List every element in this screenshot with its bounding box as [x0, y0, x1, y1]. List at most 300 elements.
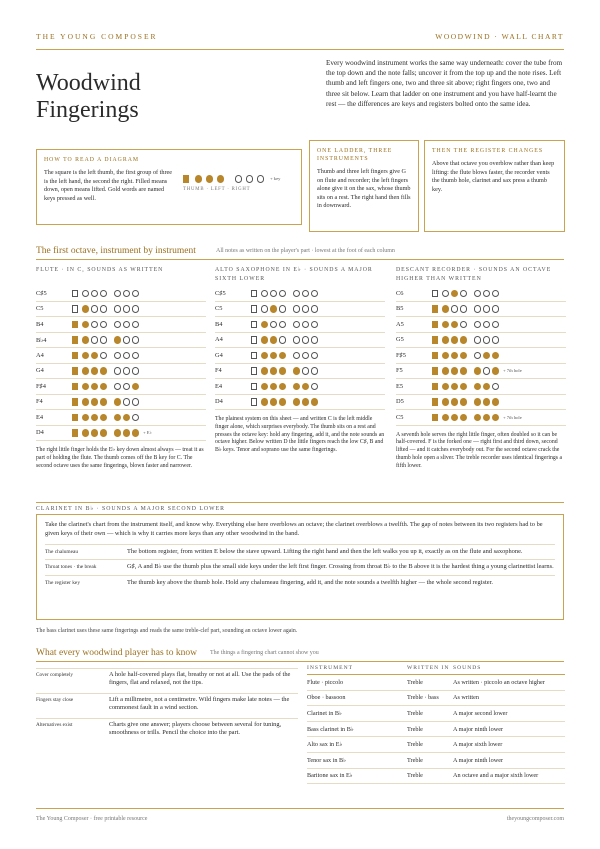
hole-open-icon — [123, 352, 131, 360]
know-text: Lift a millimetre, not a centimetre. Wild fingers make late notes — the commonest fault in a wind section. — [109, 695, 290, 712]
hole-filled-icon — [311, 398, 319, 406]
hole-filled-icon — [100, 383, 108, 391]
note-name: B4 — [215, 320, 223, 328]
hole-filled-icon — [460, 336, 468, 344]
hole-open-icon — [483, 290, 491, 298]
hole-filled-icon — [195, 175, 203, 183]
thumb-closed-icon — [72, 352, 78, 360]
hole-open-icon — [114, 305, 122, 313]
extra-key-label: + 7th hole — [503, 414, 522, 420]
clarinet-row-text: The bottom register, from written E below the stave upward. Lifting the right hand and then the left walks you up it, exactly as on the flute and saxophone. — [127, 547, 523, 555]
thumb-closed-icon — [72, 367, 78, 375]
hole-filled-icon — [114, 429, 122, 437]
hole-open-icon — [302, 305, 310, 313]
hole-open-icon — [261, 290, 269, 298]
thumb-open-icon — [251, 321, 257, 329]
thumb-closed-icon — [432, 321, 438, 329]
hole-filled-icon — [270, 383, 278, 391]
table-cell: Clarinet in B♭ — [307, 706, 407, 722]
hole-open-icon — [132, 367, 140, 375]
hole-filled-icon — [451, 321, 459, 329]
demo-key-label: + key — [270, 176, 281, 182]
footer-link[interactable]: theyoungcomposer.com — [506, 816, 564, 822]
bass-clarinet-note: The bass clarinet uses these same fingerings and reads the same treble-clef part, sounding an octave lower again. — [36, 628, 298, 634]
fingering-diagram — [251, 398, 320, 406]
know-label: Alternatives exist — [36, 721, 73, 728]
section-first-octave — [36, 246, 564, 260]
fingering-diagram — [72, 336, 141, 344]
extra-key-label: + E♭ — [143, 429, 152, 435]
hole-open-icon — [451, 305, 459, 313]
table-cell: Treble — [407, 752, 453, 768]
hole-open-icon — [132, 321, 140, 329]
hole-filled-icon — [492, 398, 500, 406]
hole-open-icon — [311, 321, 319, 329]
hole-filled-icon — [114, 398, 122, 406]
fingering-diagram — [72, 429, 141, 437]
note-name: F♯5 — [396, 351, 406, 359]
hole-open-icon — [442, 290, 450, 298]
hole-open-icon — [302, 352, 310, 360]
hole-filled-icon — [82, 352, 90, 360]
note-name: G4 — [215, 351, 223, 359]
thumb-open-icon — [72, 305, 78, 313]
hole-filled-icon — [492, 352, 500, 360]
hole-open-icon — [132, 290, 140, 298]
hole-filled-icon — [91, 429, 99, 437]
hole-filled-icon — [100, 367, 108, 375]
how-to-read-box — [36, 149, 302, 225]
hole-open-icon — [123, 305, 131, 313]
table-cell: Bass clarinet in B♭ — [307, 721, 407, 737]
fingering-diagram — [432, 414, 501, 422]
hole-open-icon — [91, 290, 99, 298]
clarinet-row-label: Throat tones · the break — [45, 564, 97, 571]
fingering-diagram — [432, 290, 501, 298]
hole-open-icon — [492, 336, 500, 344]
hole-open-icon — [257, 175, 265, 183]
know-item — [36, 718, 298, 743]
fingering-row — [36, 364, 206, 380]
hole-filled-icon — [114, 336, 122, 344]
clarinet-title: CLARINET IN B♭ · SOUNDS A MAJOR SECOND LOWER — [36, 502, 564, 512]
note-name: C♯5 — [36, 289, 47, 297]
instrument-note: A seventh hole serves the right little finger, often doubled so it can be half-covered. F is the forked one — right first and third down, second lifted — and it catches everybody out. For the second octave crack the thumb hole open a sliver. The treble recorder uses identical fingerings a fifth lower. — [396, 431, 563, 469]
hole-filled-icon — [82, 321, 90, 329]
hole-open-icon — [132, 414, 140, 422]
thumb-closed-icon — [432, 352, 438, 360]
thumb-closed-icon — [432, 383, 438, 391]
hole-filled-icon — [132, 383, 140, 391]
hole-filled-icon — [302, 383, 310, 391]
hole-open-icon — [132, 305, 140, 313]
fingering-row — [396, 302, 566, 318]
alto-sax-column — [215, 266, 385, 455]
table-row — [307, 706, 565, 722]
table-cell: Baritone sax in E♭ — [307, 768, 407, 784]
know-list — [36, 668, 298, 742]
hole-open-icon — [293, 321, 301, 329]
hole-open-icon — [91, 321, 99, 329]
hole-filled-icon — [100, 398, 108, 406]
fingering-diagram — [251, 336, 320, 344]
section-title: What every woodwind player has to know — [36, 648, 197, 658]
fingering-row — [36, 317, 206, 333]
fingering-row — [36, 333, 206, 349]
hole-filled-icon — [442, 398, 450, 406]
fingering-row — [36, 410, 206, 426]
thumb-closed-icon — [72, 321, 78, 329]
fingering-diagram — [251, 383, 320, 391]
section-what-to-know — [36, 648, 564, 662]
hole-filled-icon — [270, 367, 278, 375]
thumb-open-icon — [251, 305, 257, 313]
note-name: E4 — [215, 382, 223, 390]
table-cell: Tenor sax in B♭ — [307, 752, 407, 768]
hole-filled-icon — [82, 383, 90, 391]
hole-open-icon — [474, 336, 482, 344]
clarinet-row-text: G♯, A and B♭ use the thumb plus the small side keys under the left first finger. Crossing from throat B♭ to the B above it is the hardest thing a young clarinettist learns. — [127, 563, 554, 571]
hole-open-icon — [279, 321, 287, 329]
hole-open-icon — [100, 352, 108, 360]
fingering-rows — [36, 286, 206, 441]
hole-open-icon — [474, 290, 482, 298]
thumb-closed-icon — [432, 367, 438, 375]
hole-filled-icon — [82, 398, 90, 406]
fingering-row — [36, 426, 206, 442]
clarinet-row-label: The chalumeau — [45, 548, 79, 555]
hole-open-icon — [132, 398, 140, 406]
thumb-open-icon — [251, 352, 257, 360]
clarinet-row — [45, 544, 555, 560]
instrument-title: DESCANT RECORDER · SOUNDS AN OCTAVE HIGHER THAN WRITTEN — [396, 267, 552, 282]
flute-column — [36, 266, 206, 470]
note-name: B♭4 — [36, 336, 47, 344]
note-name: B5 — [396, 305, 404, 313]
note-name: F4 — [36, 398, 43, 406]
thumb-closed-icon — [432, 336, 438, 344]
know-item — [36, 668, 298, 693]
fingering-diagram — [72, 305, 141, 313]
hole-filled-icon — [451, 398, 459, 406]
note-name: G5 — [396, 336, 404, 344]
note-name: C6 — [396, 289, 404, 297]
how-to-read-title: HOW TO READ A DIAGRAM — [44, 157, 140, 163]
col-header-instrument: INSTRUMENT — [307, 664, 407, 675]
note-name: D4 — [215, 398, 223, 406]
brand-name: THE YOUNG COMPOSER — [36, 32, 158, 41]
fingering-diagram — [432, 383, 501, 391]
hole-filled-icon — [442, 414, 450, 422]
instrument-title: ALTO SAXOPHONE IN E♭ · SOUNDS A MAJOR SIXTH LOWER — [215, 267, 373, 282]
hole-filled-icon — [279, 367, 287, 375]
thumb-closed-icon — [72, 398, 78, 406]
hole-open-icon — [293, 290, 301, 298]
hole-filled-icon — [82, 414, 90, 422]
hole-open-icon — [235, 175, 243, 183]
hole-filled-icon — [114, 414, 122, 422]
hole-open-icon — [114, 367, 122, 375]
hole-filled-icon — [460, 398, 468, 406]
hole-open-icon — [91, 305, 99, 313]
hole-open-icon — [293, 305, 301, 313]
hole-filled-icon — [302, 398, 310, 406]
thumb-closed-icon — [72, 383, 78, 391]
fingering-row — [396, 286, 566, 302]
hole-open-icon — [474, 305, 482, 313]
section-title: The first octave, instrument by instrument — [36, 246, 196, 256]
know-label: Fingers stay close — [36, 696, 74, 703]
hole-filled-icon — [442, 321, 450, 329]
one-ladder-title: ONE LADDER, THREE INSTRUMENTS — [317, 148, 393, 162]
extra-key-label: + 7th hole — [503, 368, 522, 374]
fingering-diagram — [251, 352, 320, 360]
hole-filled-icon — [100, 414, 108, 422]
recorder-column — [396, 266, 566, 470]
hole-open-icon — [311, 290, 319, 298]
fingering-rows — [396, 286, 566, 426]
one-ladder-body: Thumb and three left fingers give G on flute and recorder; the left fingers alone give it on the sax, whose thumb sits on a rest. The right hand then fills in downward. — [317, 168, 411, 210]
how-to-read-body: The square is the left thumb, the first group of three is the left hand, the second the right. Filled means down, open means lifted. Gold words are named keys pressed as well. — [44, 169, 173, 202]
hole-filled-icon — [442, 352, 450, 360]
section-label: WOODWIND · WALL CHART — [435, 32, 564, 41]
hole-open-icon — [279, 290, 287, 298]
thumb-closed-icon — [72, 429, 78, 437]
hole-open-icon — [483, 336, 491, 344]
hole-open-icon — [123, 321, 131, 329]
hole-open-icon — [279, 336, 287, 344]
footer — [36, 808, 564, 822]
hole-open-icon — [114, 321, 122, 329]
thumb-closed-icon — [432, 398, 438, 406]
table-row — [307, 675, 565, 691]
fingering-diagram — [251, 290, 320, 298]
table-cell: Oboe · bassoon — [307, 690, 407, 706]
thumb-open-icon — [432, 290, 438, 298]
hole-filled-icon — [451, 414, 459, 422]
hole-open-icon — [132, 352, 140, 360]
hole-open-icon — [123, 383, 131, 391]
note-name: D4 — [36, 429, 44, 437]
hole-filled-icon — [270, 336, 278, 344]
fingering-diagram — [432, 367, 501, 375]
fingering-diagram — [432, 321, 501, 329]
register-change-box — [424, 140, 565, 232]
hole-open-icon — [302, 367, 310, 375]
section-subtitle: All notes as written on the player's part · lowest at the foot of each column — [216, 248, 395, 254]
fingering-rows — [215, 286, 385, 410]
hole-filled-icon — [261, 383, 269, 391]
table-cell: A major ninth lower — [453, 752, 565, 768]
fingering-row — [36, 286, 206, 302]
note-name: E4 — [36, 413, 44, 421]
note-name: C5 — [215, 305, 223, 313]
col-header-sounds: SOUNDS — [453, 664, 565, 675]
know-label: Cover completely — [36, 672, 74, 678]
fingering-row — [215, 302, 385, 318]
hole-open-icon — [261, 305, 269, 313]
hole-filled-icon — [261, 398, 269, 406]
clarinet-row-label: The register key — [45, 580, 81, 587]
hole-open-icon — [492, 383, 500, 391]
thumb-hole-icon — [183, 175, 189, 183]
hole-filled-icon — [460, 367, 468, 375]
register-change-body: Above that octave you overblow rather than keep lifting: the flute blows faster, the recorder vents the thumb hole, clarinet and sax press a thumb key. — [432, 160, 555, 193]
hole-filled-icon — [442, 336, 450, 344]
clarinet-row — [45, 559, 555, 575]
table-cell: Treble — [407, 737, 453, 753]
hole-filled-icon — [206, 175, 214, 183]
hole-filled-icon — [279, 352, 287, 360]
hole-open-icon — [100, 290, 108, 298]
hole-filled-icon — [82, 336, 90, 344]
transposition-table — [307, 664, 565, 784]
fingering-diagram — [72, 398, 141, 406]
hole-filled-icon — [270, 398, 278, 406]
hole-filled-icon — [442, 367, 450, 375]
thumb-closed-icon — [72, 336, 78, 344]
hole-open-icon — [114, 383, 122, 391]
hole-open-icon — [492, 321, 500, 329]
hole-filled-icon — [483, 383, 491, 391]
table-row — [307, 721, 565, 737]
thumb-closed-icon — [432, 305, 438, 313]
table-header-row — [307, 664, 565, 675]
thumb-open-icon — [251, 383, 257, 391]
hole-open-icon — [114, 352, 122, 360]
hole-open-icon — [91, 336, 99, 344]
hole-open-icon — [123, 290, 131, 298]
clarinet-row — [45, 575, 555, 591]
instrument-title: FLUTE · IN C, SOUNDS AS WRITTEN — [36, 267, 164, 273]
hole-open-icon — [311, 367, 319, 375]
hole-open-icon — [474, 352, 482, 360]
fingering-diagram — [251, 367, 320, 375]
hole-open-icon — [123, 367, 131, 375]
hole-filled-icon — [451, 367, 459, 375]
hole-filled-icon — [442, 383, 450, 391]
demo-labels: THUMB · LEFT · RIGHT — [183, 186, 251, 192]
hole-filled-icon — [261, 321, 269, 329]
hole-filled-icon — [483, 414, 491, 422]
hole-filled-icon — [483, 352, 491, 360]
hole-filled-icon — [82, 367, 90, 375]
table-row — [307, 752, 565, 768]
table-cell: An octave and a major sixth lower — [453, 768, 565, 784]
fingering-row — [396, 333, 566, 349]
hole-filled-icon — [82, 429, 90, 437]
table-cell: As written · piccolo an octave higher — [453, 675, 565, 691]
hole-open-icon — [293, 352, 301, 360]
header — [36, 30, 564, 50]
hole-filled-icon — [474, 383, 482, 391]
hole-open-icon — [293, 336, 301, 344]
fingering-diagram — [72, 383, 141, 391]
hole-open-icon — [492, 305, 500, 313]
hole-open-icon — [302, 290, 310, 298]
thumb-open-icon — [72, 290, 78, 298]
table-cell: A major ninth lower — [453, 721, 565, 737]
hole-open-icon — [483, 367, 491, 375]
note-name: C5 — [396, 413, 404, 421]
fingering-row — [396, 379, 566, 395]
instrument-note: The plainest system on this sheet — and written C is the left middle finger alone, which surprises everybody. The thumb sits on a rest and presses the octave key: hold any fingering, add it, and the note sounds an octave higher. Below written D the little fingers reach the low C♯, B and B♭ keys. Tenor and soprano use the same fingerings. — [215, 416, 385, 454]
hole-filled-icon — [474, 367, 482, 375]
hole-open-icon — [100, 321, 108, 329]
fingering-row — [36, 302, 206, 318]
fingering-row — [215, 395, 385, 411]
hole-open-icon — [311, 352, 319, 360]
instrument-note: The right little finger holds the E♭ key down almost always — treat it as part of holding the flute. The thumb comes off the B key for C. The second octave uses the same fingerings, blown faster and narrower. — [36, 447, 204, 469]
note-name: C5 — [36, 305, 44, 313]
table-cell: Treble — [407, 706, 453, 722]
fingering-row — [396, 364, 566, 380]
know-text: A hole half-covered plays flat, breathy or not at all. Use the pads of the fingers, flat and relaxed, not the tips. — [109, 671, 291, 687]
fingering-diagram — [251, 321, 320, 329]
fingering-row — [215, 333, 385, 349]
hole-filled-icon — [261, 367, 269, 375]
hole-filled-icon — [123, 414, 131, 422]
title-line-1: Woodwind — [36, 70, 141, 96]
hole-filled-icon — [91, 383, 99, 391]
page-title — [36, 70, 266, 124]
table-cell: Treble · bass — [407, 690, 453, 706]
hole-filled-icon — [261, 352, 269, 360]
hole-filled-icon — [492, 367, 500, 375]
table-cell: As written — [453, 690, 565, 706]
table-cell: Flute · piccolo — [307, 675, 407, 691]
fingering-row — [396, 395, 566, 411]
footer-credit: The Young Composer · free printable resource — [36, 816, 148, 822]
clarinet-box — [36, 514, 564, 620]
thumb-open-icon — [251, 336, 257, 344]
fingering-row — [36, 395, 206, 411]
hole-filled-icon — [442, 305, 450, 313]
title-line-2: Fingerings — [36, 97, 139, 123]
hole-open-icon — [483, 305, 491, 313]
hole-open-icon — [100, 336, 108, 344]
note-name: B4 — [36, 320, 44, 328]
hole-filled-icon — [451, 336, 459, 344]
hole-open-icon — [302, 321, 310, 329]
hole-open-icon — [311, 305, 319, 313]
hole-filled-icon — [132, 429, 140, 437]
hole-open-icon — [132, 336, 140, 344]
hole-filled-icon — [91, 367, 99, 375]
hole-filled-icon — [474, 398, 482, 406]
hole-filled-icon — [293, 383, 301, 391]
know-text: Charts give one answer; players choose between several for tuning, smoothness or trills. Pencil the choice into the part. — [109, 720, 282, 737]
intro-paragraph: Every woodwind instrument works the same way underneath: cover the tube from the top down and the note falls; uncover it from the top up and the note rises. Left thumb and left fingers one, two and three sit above; right fingers one, two and three sit below. Learn that ladder on one instrument and you have half-learnt the rest — the differences are keys and registers bolted onto the same idea. — [326, 59, 563, 108]
note-name: A4 — [215, 336, 223, 344]
table-cell: Alto sax in E♭ — [307, 737, 407, 753]
fingering-row — [215, 286, 385, 302]
hole-filled-icon — [460, 352, 468, 360]
hole-filled-icon — [123, 429, 131, 437]
fingering-diagram — [72, 321, 141, 329]
note-name: G4 — [36, 367, 44, 375]
fingering-row — [396, 317, 566, 333]
hole-open-icon — [311, 336, 319, 344]
fingering-row — [36, 348, 206, 364]
hole-filled-icon — [451, 383, 459, 391]
hole-open-icon — [302, 336, 310, 344]
hole-filled-icon — [270, 305, 278, 313]
fingering-diagram — [72, 367, 141, 375]
hole-filled-icon — [293, 398, 301, 406]
hole-open-icon — [460, 305, 468, 313]
hole-open-icon — [100, 305, 108, 313]
